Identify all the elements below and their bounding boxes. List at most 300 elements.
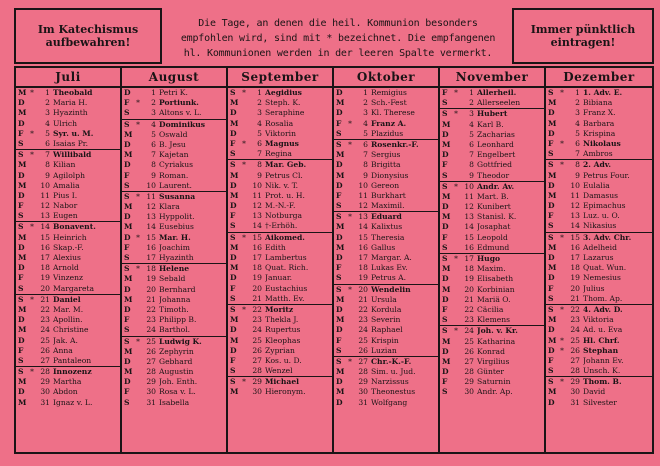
- day-row[interactable]: [546, 304, 652, 315]
- day-row[interactable]: [546, 159, 652, 170]
- day-row[interactable]: [122, 295, 226, 305]
- day-row[interactable]: [334, 150, 438, 160]
- weekday: D: [442, 294, 449, 304]
- day-row[interactable]: [334, 398, 438, 408]
- day-row[interactable]: [228, 88, 332, 98]
- day-row[interactable]: [334, 346, 438, 356]
- day-row[interactable]: [546, 356, 652, 366]
- day-row[interactable]: [440, 181, 544, 192]
- weekday: D: [548, 397, 555, 407]
- day-row[interactable]: [16, 387, 120, 397]
- day-row[interactable]: [546, 149, 652, 159]
- saint-name: Heinrich: [53, 232, 87, 242]
- day-row[interactable]: [228, 211, 332, 221]
- day-row[interactable]: [16, 356, 120, 366]
- day-number: 24: [252, 325, 262, 335]
- day-row[interactable]: [334, 88, 438, 98]
- day-number: 12: [464, 202, 474, 212]
- day-row[interactable]: [546, 366, 652, 376]
- day-row[interactable]: [546, 263, 652, 273]
- day-row[interactable]: [440, 305, 544, 315]
- communion-mark: *: [136, 336, 140, 346]
- day-row[interactable]: [546, 398, 652, 408]
- day-row[interactable]: [546, 387, 652, 397]
- instructions-text: [170, 16, 506, 61]
- day-row[interactable]: [546, 273, 652, 283]
- day-row[interactable]: [122, 150, 226, 160]
- day-number: 27: [146, 356, 156, 366]
- day-row[interactable]: [546, 376, 652, 387]
- day-number: 11: [252, 190, 262, 200]
- day-number: 1: [575, 88, 580, 97]
- saint-name: Konrad: [477, 346, 505, 356]
- day-row[interactable]: [334, 305, 438, 315]
- day-row[interactable]: [334, 201, 438, 211]
- day-row[interactable]: [546, 346, 652, 356]
- day-row[interactable]: [228, 387, 332, 397]
- day-number: 14: [464, 222, 474, 232]
- day-row[interactable]: [16, 108, 120, 118]
- day-row[interactable]: [228, 253, 332, 263]
- day-row[interactable]: [16, 191, 120, 201]
- day-row[interactable]: [546, 181, 652, 191]
- weekday: S: [548, 377, 554, 387]
- weekday: M: [18, 377, 27, 387]
- weekday: D: [230, 253, 237, 262]
- weekday: M: [18, 253, 27, 262]
- day-row[interactable]: [334, 387, 438, 397]
- day-row[interactable]: [16, 201, 120, 211]
- day-row[interactable]: [334, 139, 438, 150]
- day-row[interactable]: [122, 336, 226, 347]
- weekday: M: [18, 304, 27, 314]
- saint-name: Notburga: [265, 211, 303, 221]
- saint-name: Wolfgang: [371, 397, 408, 407]
- saint-name: Edith: [265, 242, 286, 252]
- day-row[interactable]: [228, 181, 332, 191]
- day-row[interactable]: [16, 88, 120, 98]
- day-row[interactable]: [546, 129, 652, 139]
- day-row[interactable]: [16, 284, 120, 294]
- saint-name: Agilolph: [53, 170, 85, 180]
- day-row[interactable]: [228, 263, 332, 273]
- weekday: F: [442, 232, 448, 242]
- day-row[interactable]: [122, 119, 226, 130]
- day-row[interactable]: [440, 243, 544, 253]
- day-row[interactable]: [546, 294, 652, 304]
- day-number: 27: [358, 356, 368, 366]
- day-row[interactable]: [122, 347, 226, 357]
- day-row[interactable]: [16, 149, 120, 160]
- saint-name: Virgilius: [477, 356, 510, 366]
- day-row[interactable]: [16, 366, 120, 377]
- day-number: 21: [252, 293, 262, 303]
- day-row[interactable]: [440, 171, 544, 181]
- day-row[interactable]: [228, 356, 332, 366]
- day-row[interactable]: [122, 315, 226, 325]
- month-name: September: [228, 68, 332, 88]
- day-row[interactable]: [228, 139, 332, 149]
- weekday: F: [442, 88, 448, 97]
- day-number: 19: [252, 273, 262, 283]
- day-row[interactable]: [440, 108, 544, 119]
- day-row[interactable]: [16, 346, 120, 356]
- saint-name: Eustachius: [265, 283, 308, 293]
- day-number: 16: [40, 242, 50, 252]
- weekday: S: [336, 201, 342, 211]
- day-row[interactable]: [16, 253, 120, 263]
- day-row[interactable]: [228, 284, 332, 294]
- day-row[interactable]: [546, 139, 652, 149]
- day-row[interactable]: [122, 140, 226, 150]
- day-row[interactable]: [122, 325, 226, 335]
- day-row[interactable]: [440, 253, 544, 264]
- day-row[interactable]: [16, 336, 120, 346]
- day-row[interactable]: [546, 119, 652, 129]
- instructions-line: hl. Kommunionen werden in der leeren Spalte vermerkt.: [183, 48, 493, 59]
- day-row[interactable]: [334, 325, 438, 335]
- day-row[interactable]: [334, 356, 438, 367]
- day-row[interactable]: [16, 294, 120, 305]
- day-row[interactable]: [334, 295, 438, 305]
- weekday: M: [336, 222, 345, 232]
- saint-name: Cyriakus: [159, 160, 194, 170]
- day-row[interactable]: [440, 367, 544, 377]
- weekday: S: [442, 387, 448, 397]
- day-row[interactable]: [16, 221, 120, 232]
- weekday: D: [548, 253, 555, 262]
- day-number: 30: [40, 387, 50, 397]
- day-row[interactable]: [122, 387, 226, 397]
- day-row[interactable]: [228, 325, 332, 335]
- day-row[interactable]: [228, 366, 332, 376]
- day-row[interactable]: [16, 139, 120, 149]
- day-row[interactable]: [122, 108, 226, 118]
- day-row[interactable]: [122, 98, 226, 108]
- day-row[interactable]: [440, 295, 544, 305]
- day-row[interactable]: [440, 120, 544, 130]
- weekday: F: [336, 118, 342, 128]
- saint-name: Raphael: [371, 325, 403, 335]
- day-number: 30: [358, 387, 368, 397]
- day-row[interactable]: [16, 181, 120, 191]
- day-row[interactable]: [546, 88, 652, 98]
- weekday: S: [18, 150, 24, 160]
- saint-name: Hyazinth: [53, 108, 88, 118]
- day-row[interactable]: [440, 264, 544, 274]
- day-row[interactable]: [334, 367, 438, 377]
- day-number: 31: [40, 397, 50, 407]
- weekday: S: [124, 397, 130, 407]
- day-row[interactable]: [546, 211, 652, 221]
- day-number: 23: [570, 315, 580, 325]
- day-row[interactable]: [440, 387, 544, 397]
- day-row[interactable]: [546, 243, 652, 253]
- day-row[interactable]: [334, 160, 438, 170]
- saint-name: Ambros: [583, 149, 613, 159]
- day-number: 26: [570, 345, 580, 355]
- day-row[interactable]: [334, 243, 438, 253]
- day-row[interactable]: [122, 285, 226, 295]
- day-number: 4: [151, 119, 156, 129]
- day-row[interactable]: [122, 181, 226, 191]
- day-row[interactable]: [16, 315, 120, 325]
- day-row[interactable]: [228, 98, 332, 108]
- weekday: D: [336, 304, 343, 314]
- day-row[interactable]: [228, 171, 332, 181]
- weekday: F: [548, 283, 554, 293]
- weekday: D: [336, 108, 343, 118]
- day-number: 24: [570, 325, 580, 335]
- saint-name: Ignaz v. L.: [53, 397, 93, 407]
- day-row[interactable]: [334, 129, 438, 139]
- day-number: 7: [575, 149, 580, 159]
- day-row[interactable]: [546, 325, 652, 335]
- day-row[interactable]: [440, 285, 544, 295]
- day-number: 8: [575, 160, 580, 170]
- weekday: D: [548, 273, 555, 283]
- day-row[interactable]: [334, 315, 438, 325]
- day-row[interactable]: [228, 336, 332, 346]
- day-row[interactable]: [16, 305, 120, 315]
- day-row[interactable]: [122, 398, 226, 408]
- day-row[interactable]: [546, 108, 652, 118]
- day-row[interactable]: [122, 357, 226, 367]
- day-row[interactable]: [546, 315, 652, 325]
- communion-mark: *: [242, 160, 246, 170]
- day-row[interactable]: [334, 222, 438, 232]
- day-row[interactable]: [228, 129, 332, 139]
- day-row[interactable]: [122, 253, 226, 263]
- day-number: 17: [146, 253, 156, 262]
- day-row[interactable]: [440, 130, 544, 140]
- day-row[interactable]: [122, 274, 226, 284]
- day-row[interactable]: [122, 243, 226, 253]
- day-row[interactable]: [16, 171, 120, 181]
- day-number: 13: [146, 212, 156, 222]
- weekday: D: [230, 180, 237, 190]
- weekday: M: [336, 315, 345, 325]
- day-row[interactable]: [334, 191, 438, 201]
- day-number: 5: [575, 128, 580, 138]
- day-row[interactable]: [122, 305, 226, 315]
- day-row[interactable]: [122, 191, 226, 202]
- day-row[interactable]: [334, 263, 438, 273]
- day-number: 15: [570, 232, 580, 242]
- day-row[interactable]: [440, 150, 544, 160]
- day-number: 16: [570, 242, 580, 252]
- day-number: 24: [40, 325, 50, 335]
- day-row[interactable]: [440, 192, 544, 202]
- day-row[interactable]: [16, 325, 120, 335]
- day-row[interactable]: [440, 212, 544, 222]
- day-row[interactable]: [16, 98, 120, 108]
- day-row[interactable]: [440, 325, 544, 336]
- day-row[interactable]: [334, 108, 438, 118]
- day-row[interactable]: [334, 181, 438, 191]
- day-row[interactable]: [228, 346, 332, 356]
- weekday: M: [18, 180, 27, 190]
- day-row[interactable]: [122, 88, 226, 98]
- day-row[interactable]: [334, 98, 438, 108]
- day-row[interactable]: [228, 119, 332, 129]
- day-row[interactable]: [228, 159, 332, 170]
- day-row[interactable]: [16, 273, 120, 283]
- day-row[interactable]: [546, 191, 652, 201]
- day-row[interactable]: [122, 222, 226, 232]
- day-row[interactable]: [122, 160, 226, 170]
- day-row[interactable]: [440, 98, 544, 108]
- day-row[interactable]: [440, 347, 544, 357]
- day-row[interactable]: [334, 171, 438, 181]
- day-number: 22: [146, 304, 156, 314]
- saint-name: Bernhard: [159, 284, 196, 294]
- day-row[interactable]: [16, 119, 120, 129]
- weekday: S: [230, 293, 236, 303]
- day-number: 7: [469, 150, 474, 160]
- weekday: M: [442, 336, 451, 346]
- day-number: 10: [464, 181, 474, 191]
- day-row[interactable]: [228, 315, 332, 325]
- day-row[interactable]: [440, 202, 544, 212]
- day-row[interactable]: [440, 315, 544, 325]
- day-row[interactable]: [16, 160, 120, 170]
- communion-mark: *: [348, 212, 352, 222]
- day-row[interactable]: [122, 367, 226, 377]
- day-row[interactable]: [122, 202, 226, 212]
- day-row[interactable]: [334, 233, 438, 243]
- day-number: 8: [257, 160, 262, 170]
- weekday: M: [548, 190, 557, 200]
- saint-name: Petri K.: [159, 88, 188, 97]
- day-row[interactable]: [16, 398, 120, 408]
- weekday: M: [548, 263, 557, 273]
- day-row[interactable]: [16, 243, 120, 253]
- saint-name: Gebhard: [159, 356, 193, 366]
- day-number: 28: [40, 367, 50, 377]
- day-row[interactable]: [546, 98, 652, 108]
- day-row[interactable]: [440, 140, 544, 150]
- saint-name: Sebald: [159, 274, 186, 284]
- day-row[interactable]: [546, 201, 652, 211]
- saint-name: 2. Adv.: [583, 160, 612, 170]
- day-row[interactable]: [228, 201, 332, 211]
- weekday: M: [442, 264, 451, 274]
- day-row[interactable]: [16, 129, 120, 139]
- day-row[interactable]: [546, 232, 652, 243]
- day-row[interactable]: [228, 273, 332, 283]
- day-row[interactable]: [440, 160, 544, 170]
- weekday: M: [548, 387, 557, 397]
- day-number: 20: [464, 284, 474, 294]
- day-row[interactable]: [228, 221, 332, 231]
- day-number: 10: [358, 180, 368, 190]
- saint-name: Karl B.: [477, 119, 504, 129]
- day-number: 15: [40, 232, 50, 242]
- day-row[interactable]: [122, 263, 226, 274]
- day-row[interactable]: [334, 377, 438, 387]
- day-row[interactable]: [440, 377, 544, 387]
- weekday: F: [336, 263, 342, 273]
- day-row[interactable]: [546, 171, 652, 181]
- day-number: 16: [146, 242, 156, 252]
- day-row[interactable]: [440, 88, 544, 98]
- day-row[interactable]: [546, 253, 652, 263]
- day-row[interactable]: [334, 253, 438, 263]
- day-row[interactable]: [440, 233, 544, 243]
- weekday: M: [124, 294, 133, 304]
- day-row[interactable]: [546, 221, 652, 231]
- day-row[interactable]: [122, 377, 226, 387]
- day-row[interactable]: [228, 191, 332, 201]
- day-row[interactable]: [228, 294, 332, 304]
- day-number: 29: [146, 377, 156, 387]
- day-row[interactable]: [440, 274, 544, 284]
- weekday: D: [442, 150, 449, 160]
- day-row[interactable]: [228, 304, 332, 315]
- saint-name: Krispina: [583, 128, 616, 138]
- month-column: [546, 68, 652, 452]
- day-row[interactable]: [16, 211, 120, 221]
- saint-name: Burkhart: [371, 190, 406, 200]
- day-row[interactable]: [122, 130, 226, 140]
- day-row[interactable]: [228, 243, 332, 253]
- weekday: D: [548, 108, 555, 118]
- day-row[interactable]: [334, 284, 438, 295]
- communion-mark: *: [242, 377, 246, 387]
- day-row[interactable]: [16, 263, 120, 273]
- day-row[interactable]: [334, 336, 438, 346]
- day-row[interactable]: [334, 119, 438, 129]
- day-row[interactable]: [334, 273, 438, 283]
- saint-name: †-Erhöh.: [265, 221, 298, 231]
- day-row[interactable]: [228, 108, 332, 118]
- day-row[interactable]: [546, 284, 652, 294]
- weekday: D: [18, 335, 25, 345]
- day-row[interactable]: [228, 149, 332, 159]
- day-number: 28: [570, 366, 580, 376]
- weekday: M: [336, 150, 345, 160]
- day-row[interactable]: [122, 171, 226, 181]
- day-number: 30: [570, 387, 580, 397]
- day-number: 17: [40, 253, 50, 262]
- day-row[interactable]: [228, 232, 332, 243]
- day-row[interactable]: [228, 376, 332, 387]
- weekday: S: [548, 88, 554, 97]
- day-row[interactable]: [16, 377, 120, 387]
- day-number: 3: [151, 108, 156, 118]
- day-row[interactable]: [122, 233, 226, 243]
- day-row[interactable]: [16, 233, 120, 243]
- day-row[interactable]: [546, 336, 652, 346]
- day-row[interactable]: [440, 357, 544, 367]
- saint-name: Abdon: [53, 387, 78, 397]
- weekday: S: [442, 170, 448, 180]
- day-number: 5: [151, 129, 156, 139]
- day-number: 5: [257, 128, 262, 138]
- day-row[interactable]: [334, 211, 438, 222]
- saint-name: Magnus: [265, 138, 299, 148]
- saint-name: Martha: [53, 377, 82, 387]
- day-row[interactable]: [440, 222, 544, 232]
- day-row[interactable]: [440, 337, 544, 347]
- saint-name: Remigius: [371, 88, 407, 97]
- day-row[interactable]: [122, 212, 226, 222]
- day-number: 13: [252, 211, 262, 221]
- communion-mark: *: [136, 119, 140, 129]
- saint-name: Narzissus: [371, 377, 409, 387]
- day-number: 5: [45, 128, 50, 138]
